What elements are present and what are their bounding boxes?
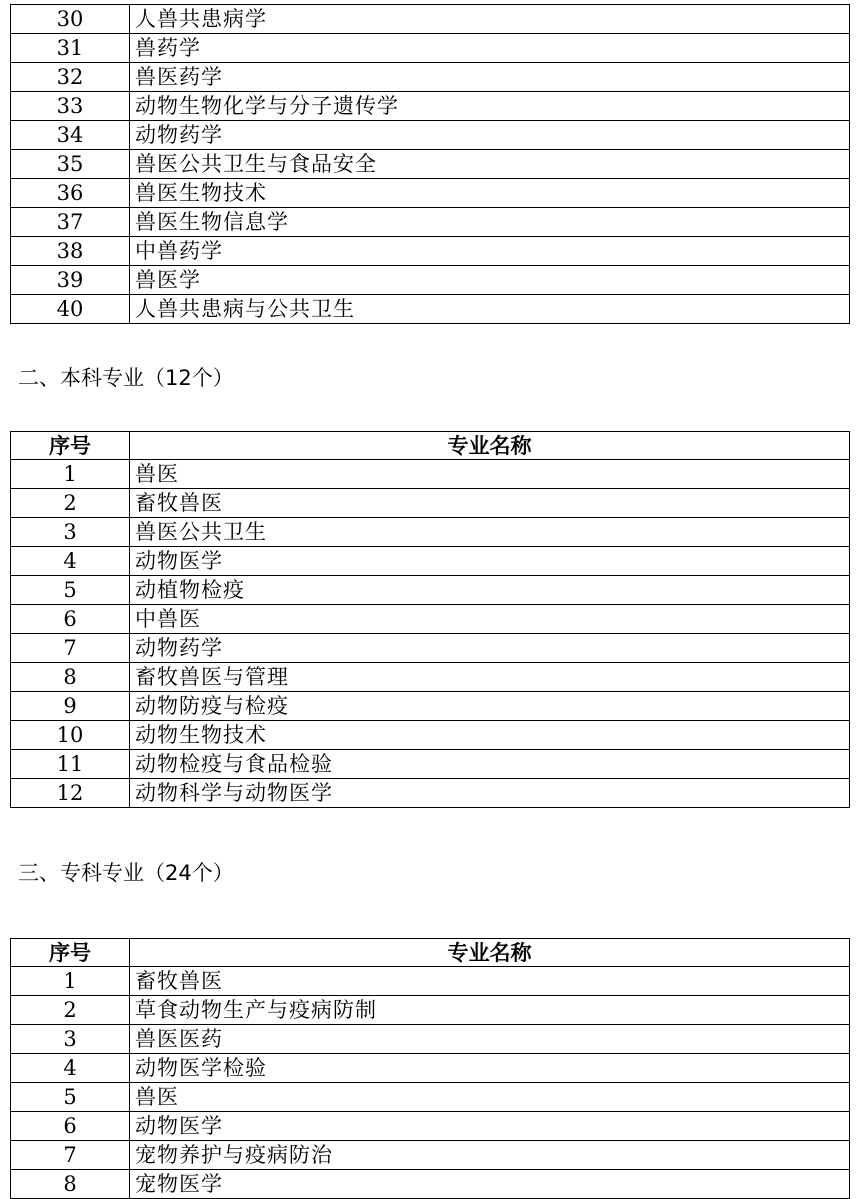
row-number: 36 [11,179,130,208]
row-number: 8 [11,1170,130,1199]
table-row [11,237,850,266]
row-number: 32 [11,63,130,92]
section-heading-undergraduate: 二、本科专业（12个） [18,366,234,390]
row-number: 1 [11,967,130,996]
major-name: 宠物养护与疫病防治 [130,1141,850,1170]
row-number: 12 [11,779,130,808]
major-name: 兽医生物信息学 [130,208,850,237]
row-number: 34 [11,121,130,150]
table-row [11,692,850,721]
row-number: 4 [11,1054,130,1083]
major-name: 中兽医 [130,605,850,634]
table-row [11,489,850,518]
table-row [11,5,850,34]
row-number: 4 [11,547,130,576]
section-heading-junior-college: 三、专科专业（24个） [18,861,234,885]
major-name: 草食动物生产与疫病防制 [130,996,850,1025]
row-number: 6 [11,605,130,634]
row-number: 2 [11,996,130,1025]
table-row [11,996,850,1025]
table-row [11,1170,850,1199]
table-header-row [11,432,850,460]
major-name: 动物科学与动物医学 [130,779,850,808]
row-number: 10 [11,721,130,750]
major-name: 兽药学 [130,34,850,63]
row-number: 9 [11,692,130,721]
major-name: 中兽药学 [130,237,850,266]
row-number: 31 [11,34,130,63]
major-name: 动物生物化学与分子遗传学 [130,92,850,121]
table-row [11,518,850,547]
row-number: 6 [11,1112,130,1141]
major-name: 兽医医药 [130,1025,850,1054]
major-name: 人兽共患病与公共卫生 [130,295,850,324]
major-name: 动物医学 [130,547,850,576]
major-name: 动物检疫与食品检验 [130,750,850,779]
major-name: 兽医药学 [130,63,850,92]
table-row [11,34,850,63]
table-row [11,179,850,208]
row-number: 30 [11,5,130,34]
table-row [11,150,850,179]
table-row [11,1083,850,1112]
column-header-number: 序号 [11,939,130,967]
row-number: 40 [11,295,130,324]
major-name: 人兽共患病学 [130,5,850,34]
major-name: 兽医 [130,460,850,489]
major-name: 动物医学 [130,1112,850,1141]
row-number: 38 [11,237,130,266]
major-name: 动物医学检验 [130,1054,850,1083]
major-name: 动植物检疫 [130,576,850,605]
table-row [11,63,850,92]
table-row [11,576,850,605]
row-number: 5 [11,1083,130,1112]
table-row [11,605,850,634]
table-row [11,208,850,237]
row-number: 2 [11,489,130,518]
major-name: 动物药学 [130,634,850,663]
row-number: 3 [11,518,130,547]
major-name: 动物药学 [130,121,850,150]
table-row [11,295,850,324]
table-row [11,1025,850,1054]
row-number: 7 [11,1141,130,1170]
table-row [11,266,850,295]
table-row [11,1112,850,1141]
table-row [11,721,850,750]
table-graduate-continued [10,4,850,324]
table-body [11,967,850,1199]
row-number: 3 [11,1025,130,1054]
major-name: 畜牧兽医 [130,489,850,518]
column-header-name: 专业名称 [130,939,850,967]
row-number: 39 [11,266,130,295]
major-name: 兽医生物技术 [130,179,850,208]
row-number: 8 [11,663,130,692]
major-name: 动物生物技术 [130,721,850,750]
row-number: 35 [11,150,130,179]
major-name: 兽医公共卫生与食品安全 [130,150,850,179]
column-header-number: 序号 [11,432,130,460]
row-number: 37 [11,208,130,237]
table-junior-college [10,938,850,1199]
major-name: 兽医学 [130,266,850,295]
row-number: 5 [11,576,130,605]
row-number: 33 [11,92,130,121]
table-body [11,5,850,324]
column-header-name: 专业名称 [130,432,850,460]
table-row [11,779,850,808]
major-name: 兽医公共卫生 [130,518,850,547]
table-row [11,460,850,489]
major-name: 畜牧兽医 [130,967,850,996]
table-row [11,967,850,996]
table-row [11,663,850,692]
row-number: 1 [11,460,130,489]
table-row [11,634,850,663]
table-row [11,750,850,779]
table-undergraduate [10,431,850,808]
table-row [11,1054,850,1083]
table-header-row [11,939,850,967]
major-name: 动物防疫与检疫 [130,692,850,721]
major-name: 畜牧兽医与管理 [130,663,850,692]
table-row [11,547,850,576]
table-row [11,1141,850,1170]
row-number: 7 [11,634,130,663]
major-name: 兽医 [130,1083,850,1112]
major-name: 宠物医学 [130,1170,850,1199]
table-row [11,92,850,121]
row-number: 11 [11,750,130,779]
table-row [11,121,850,150]
table-body [11,460,850,808]
